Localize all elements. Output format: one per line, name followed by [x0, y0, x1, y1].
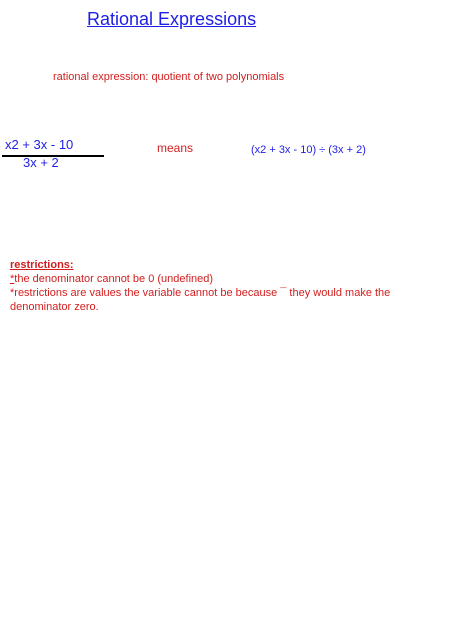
division-expression: (x2 + 3x - 10) ÷ (3x + 2) — [251, 144, 366, 156]
restriction-text: the denominator cannot be 0 (undefined) — [14, 273, 214, 285]
means-label: means — [157, 141, 194, 155]
fraction-denominator: 3x + 2 — [23, 155, 59, 170]
restrictions-block — [10, 258, 435, 314]
restriction-bullet: * — [10, 273, 15, 285]
page-title: Rational Expressions — [87, 9, 257, 29]
restriction-item — [10, 272, 435, 286]
fraction-numerator: x2 + 3x - 10 — [5, 137, 74, 152]
restriction-item: *restrictions are values the variable cannot be because ¯ they would make the denominator zero. — [10, 287, 391, 313]
restrictions-heading: restrictions: — [10, 259, 74, 271]
definition-text: rational expression: quotient of two polynomials — [53, 71, 285, 83]
